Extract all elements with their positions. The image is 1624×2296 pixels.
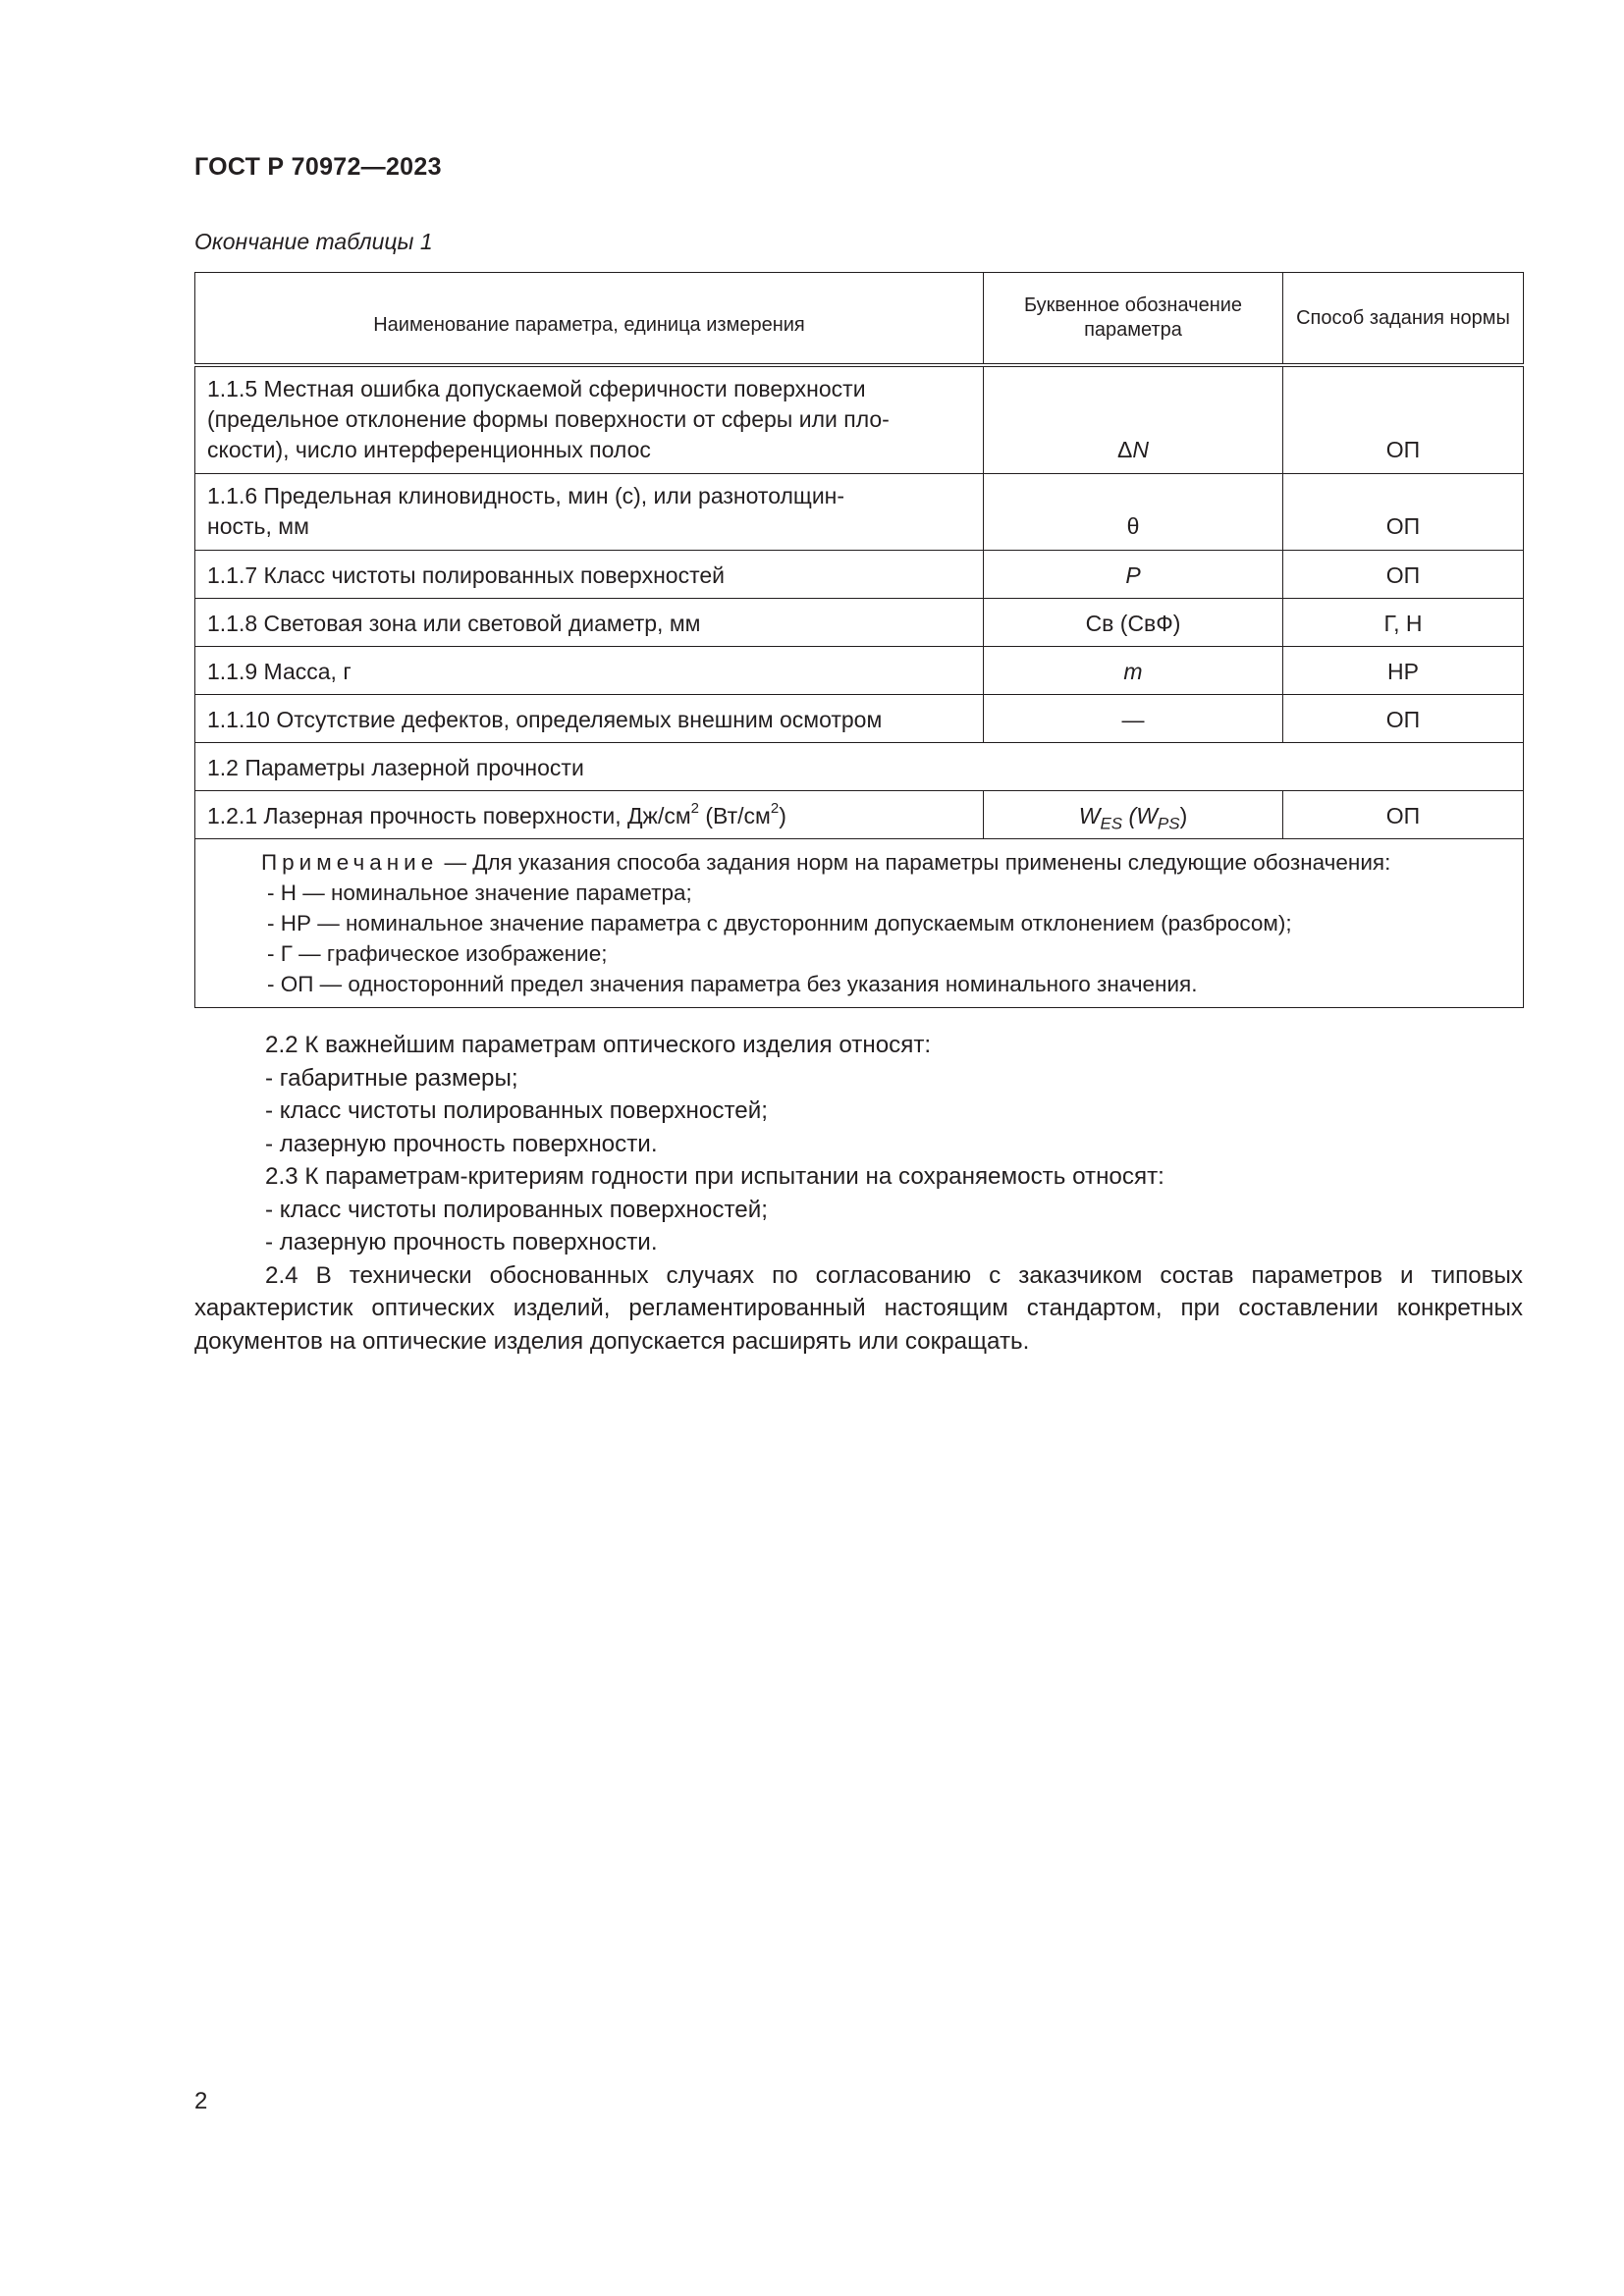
column-header-norm: Способ задания нормы [1283, 273, 1524, 366]
list-item: - лазерную прочность поверхности. [265, 1130, 658, 1157]
table-row [195, 474, 1524, 551]
superscript: 2 [690, 800, 699, 818]
parameters-table [194, 272, 1524, 1008]
param-name-line: 1.1.6 Предельная клиновидность, мин (с), или разнотолщин- [207, 483, 845, 508]
param-name-text: 1.2.1 Лазерная прочность поверхности, Дж/см [207, 803, 691, 828]
list-item: - класс чистоты полированных поверхностей; [265, 1097, 768, 1124]
symbol-delta: Δ [1117, 437, 1133, 462]
list-item: - габаритные размеры; [265, 1064, 518, 1092]
symbol-letter: (W [1122, 803, 1158, 828]
table-note [195, 839, 1524, 1008]
table-row [195, 695, 1524, 743]
param-name-line: скости), число интерференционных полос [207, 437, 651, 462]
param-name: 1.1.10 Отсутствие дефектов, определяемых внешним осмотром [195, 695, 984, 743]
paragraph-2-3: 2.3 К параметрам-критериям годности при испытании на сохраняемость относят: [265, 1163, 1164, 1190]
subscript: ES [1100, 814, 1123, 833]
param-norm: ОП [1283, 365, 1524, 474]
param-norm: ОП [1283, 791, 1524, 839]
param-symbol: P [984, 551, 1283, 599]
superscript: 2 [770, 800, 780, 818]
note-item: - Н — номинальное значение параметра; [267, 881, 692, 905]
note-item: - ОП — односторонний предел значения параметра без указания номинального значения. [267, 972, 1198, 996]
note-item: - НР — номинальное значение параметра с двусторонним допускаемым отклонением (разбросом); [267, 911, 1292, 935]
param-symbol [984, 365, 1283, 474]
param-name [195, 365, 984, 474]
note-item: - Г — графическое изображение; [267, 941, 608, 966]
param-norm: ОП [1283, 695, 1524, 743]
param-symbol [984, 791, 1283, 839]
list-item: - лазерную прочность поверхности. [265, 1229, 658, 1255]
param-name-line: 1.1.5 Местная ошибка допускаемой сферичности поверхности [207, 376, 866, 401]
list-item: - класс чистоты полированных поверхностей; [265, 1196, 768, 1223]
page-number: 2 [194, 2088, 208, 2114]
table-section-row [195, 743, 1524, 791]
param-name: 1.1.9 Масса, г [195, 647, 984, 695]
param-symbol: m [984, 647, 1283, 695]
body-text [194, 1029, 1523, 1358]
note-label: Примечание [261, 850, 439, 875]
param-name-text: ) [779, 803, 786, 828]
param-symbol: θ [984, 474, 1283, 551]
table-caption: Окончание таблицы 1 [194, 229, 433, 254]
symbol-letter: W [1078, 803, 1101, 828]
param-symbol: Св (СвФ) [984, 599, 1283, 647]
table-row [195, 791, 1524, 839]
param-norm: ОП [1283, 551, 1524, 599]
param-name [195, 791, 984, 839]
note-intro [261, 847, 1511, 878]
param-name-line: (предельное отклонение формы поверхности от сферы или пло- [207, 406, 890, 432]
param-symbol: — [984, 695, 1283, 743]
note-intro-text: — Для указания способа задания норм на параметры применены следующие обозначения: [438, 850, 1391, 875]
table-row [195, 599, 1524, 647]
table-row [195, 365, 1524, 474]
param-name: 1.1.8 Световая зона или световой диаметр, мм [195, 599, 984, 647]
param-name-text: (Вт/см [699, 803, 771, 828]
table-row [195, 647, 1524, 695]
column-header-symbol: Буквенное обозначение параметра [984, 273, 1283, 366]
paragraph-2-2: 2.2 К важнейшим параметрам оптического изделия относят: [265, 1032, 932, 1058]
subscript: PS [1157, 814, 1180, 833]
document-code: ГОСТ Р 70972—2023 [194, 153, 442, 181]
param-norm: НР [1283, 647, 1524, 695]
symbol-paren: ) [1179, 803, 1188, 828]
param-name: 1.1.7 Класс чистоты полированных поверхностей [195, 551, 984, 599]
table-note-row [195, 839, 1524, 1008]
symbol-letter: N [1132, 437, 1149, 462]
table-row [195, 551, 1524, 599]
paragraph-2-4: 2.4 В технически обоснованных случаях по согласованию с заказчиком состав параметров и типовых характеристик оптических изделий, регламентированный настоящим стандартом, при составлении конкретных документов на оптические изделия допускается расширять или сокращать. [194, 1261, 1523, 1355]
section-heading: 1.2 Параметры лазерной прочности [195, 743, 1524, 791]
param-name [195, 474, 984, 551]
table-header-row [195, 273, 1524, 366]
param-norm: ОП [1283, 474, 1524, 551]
param-name-line: ность, мм [207, 513, 309, 539]
param-norm: Г, Н [1283, 599, 1524, 647]
column-header-name: Наименование параметра, единица измерения [195, 273, 984, 366]
